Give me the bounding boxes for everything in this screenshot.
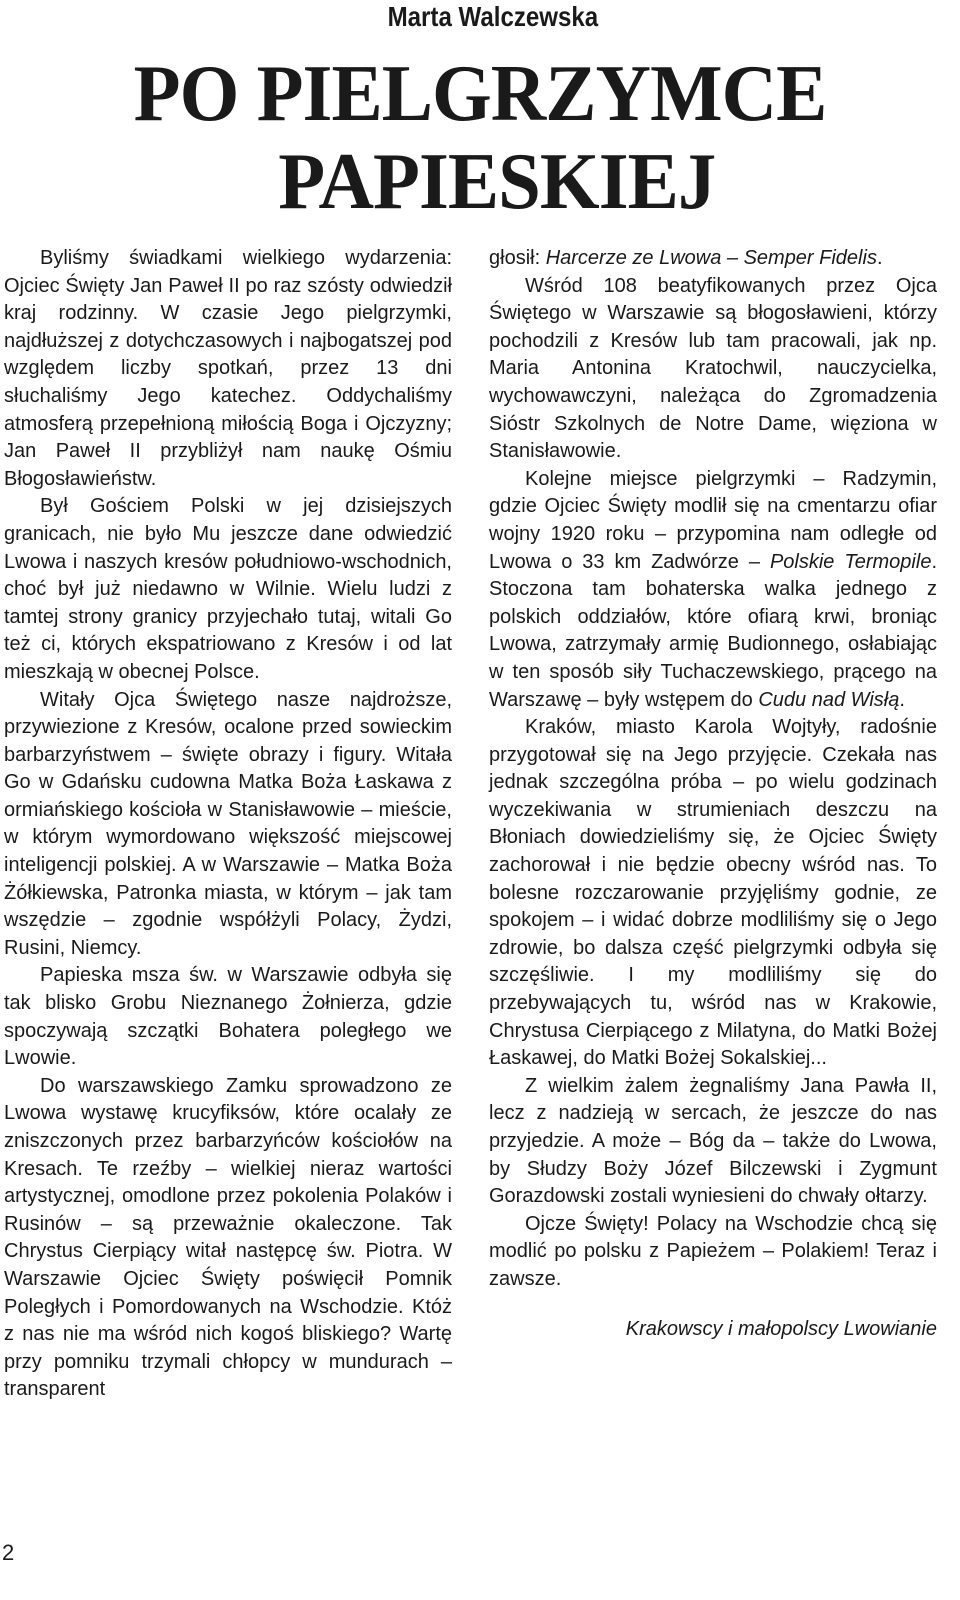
text-run: Kolejne miejsce pielgrzymki – Radzymin, gdzie Ojciec Święty modlił się na cmentarzu ofiar wojny 1920 roku – przypomina nam odległe od Lwowa o 33 km Zadwórze – xyxy=(489,467,937,573)
italic-phrase: Polskie Termopile xyxy=(769,550,932,573)
article-title xyxy=(19,50,941,226)
paragraph xyxy=(489,466,937,714)
paragraph: Z wielkim żalem żegnaliśmy Jana Pawła II, lecz z nadzieją w sercach, że jeszcze do nas przyjedzie. A może – Bóg da – także do Lwowa, by Słudzy Boży Józef Bilczewski i Zygmunt Gorazdowski zostali wyniesieni do chwały ołtarzy. xyxy=(489,1074,937,1208)
paragraph: Do warszawskiego Zamku sprowadzono ze Lwowa wystawę krucyfiksów, które ocalały ze zniszczonych przez barbarzyńców kościołów na Kresach. Te rzeźby – wielkiej nieraz wartości artystycznej, omodlone przez pokolenia Polaków i Rusinów – są przeważnie okaleczone. Tak Chrystus Cierpiący witał następcę św. Piotra. W Warszawie Ojciec Święty poświęcił Pomnik Poległych i Pomordowanych na Wschodzie. Któż z nas nie ma wśród nich kogoś bliskiego? Wartę przy pomniku trzymali chłopcy w mundurach – transparent xyxy=(4,1074,452,1401)
text-run: . Stoczona tam bohaterska walka jednego z polskich oddziałów, które ofiarą krwi, broniąc Lwowa, zatrzymały armię Budionnego, osłabiając w ten sposób siły Tuchaczewskiego, prącego na Warszawę – były wstępem do xyxy=(489,550,938,711)
text-run: . xyxy=(899,688,905,711)
text-run: głosił: xyxy=(489,247,546,269)
left-column xyxy=(4,245,452,1404)
paragraph: Kraków, miasto Karola Wojtyły, radośnie przygotował się na Jego przyjęcie. Czekała nas jednak szczególna próba – po wielu godzinach wyczekiwania w strumieniach deszczu na Błoniach dowiedzieliśmy się, że Ojciec Święty zachorował i nie będzie obecny wśród nas. To bolesne rozczarowanie przyjęliśmy godnie, ze spokojem – i widać dobrze modliliśmy się o Jego zdrowie, bo dalsza część pielgrzymki odbyła się szczęśliwie. I my modliliśmy się do przebywających tu, wśród nas w Krakowie, Chrystusa Cierpiącego z Milatyna, do Matki Bożej Łaskawej, do Matki Bożej Sokalskiej... xyxy=(489,716,937,1070)
paragraph: Był Gościem Polski w jej dzisiejszych granicach, nie było Mu jeszcze dane odwiedzić Lwowa i naszych kresów południowo-wschodnich, choć był już niedawno w Wilnie. Wielu ludzi z tamtej strony granicy przyjechało tutaj, witali Go też ci, których ekspatriowano z Kresów i od lat mieszkają w obecnej Polsce. xyxy=(4,495,452,683)
page-number: 2 xyxy=(2,1540,15,1565)
title-line-2: PAPIESKIEJ xyxy=(278,138,716,226)
paragraph: Ojcze Święty! Polacy na Wschodzie chcą się modlić po polsku z Papieżem – Polakiem! Teraz i zawsze. xyxy=(489,1212,937,1290)
italic-quote: Harcerze ze Lwowa – Semper Fidelis xyxy=(545,247,877,269)
paragraph: Byliśmy świadkami wielkiego wydarzenia: Ojciec Święty Jan Paweł II po raz szósty odwiedził kraj rodzinny. W czasie Jego pielgrzymki, najdłuższej z dotychczasowych i najbogatszej pod względem liczby spotkań, przez 13 dni słuchaliśmy Jego katechez. Oddychaliśmy atmosferą przepełnioną miłością Boga i Ojczyzny; Jan Paweł II przybliżył nam naukę Ośmiu Błogosławieństw. xyxy=(4,247,452,490)
right-column xyxy=(489,245,937,1343)
text-run: . xyxy=(876,247,883,269)
signature: Krakowscy i małopolscy Lwowianie xyxy=(625,1317,937,1340)
italic-phrase: Cudu nad Wisłą xyxy=(758,688,900,711)
author-name: Marta Walczewska xyxy=(387,1,599,32)
paragraph: Wśród 108 beatyfikowanych przez Ojca Świętego w Warszawie są błogosławieni, którzy pochodzili z Kresów lub tam pracowali, jak np. Maria Antonina Kratochwil, nauczycielka, wychowawczyni, należąca do Zgromadzenia Sióstr Szkolnych de Notre Dame, więziona w Stanisławowie. xyxy=(489,274,937,463)
title-line-1: PO PIELGRZYMCE xyxy=(133,50,827,138)
paragraph xyxy=(489,245,937,273)
paragraph: Witały Ojca Świętego nasze najdroższe, przywiezione z Kresów, ocalone przed sowieckim barbarzyństwem – święte obrazy i figury. Witała Go w Gdańsku cudowna Matka Boża Łaskawa z ormiańskiego kościoła w Stanisławowie – mieście, w którym wymordowano większość miejscowej inteligencji polskiej. A w Warszawie – Matka Boża Żółkiewska, Patronka miasta, w którym – jak tam wszędzie – zgodnie współżyli Polacy, Żydzi, Rusini, Niemcy. xyxy=(4,688,452,959)
paragraph: Papieska msza św. w Warszawie odbyła się tak blisko Grobu Nieznanego Żołnierza, gdzie spoczywają szczątki Bohatera poległego we Lwowie. xyxy=(4,964,452,1070)
